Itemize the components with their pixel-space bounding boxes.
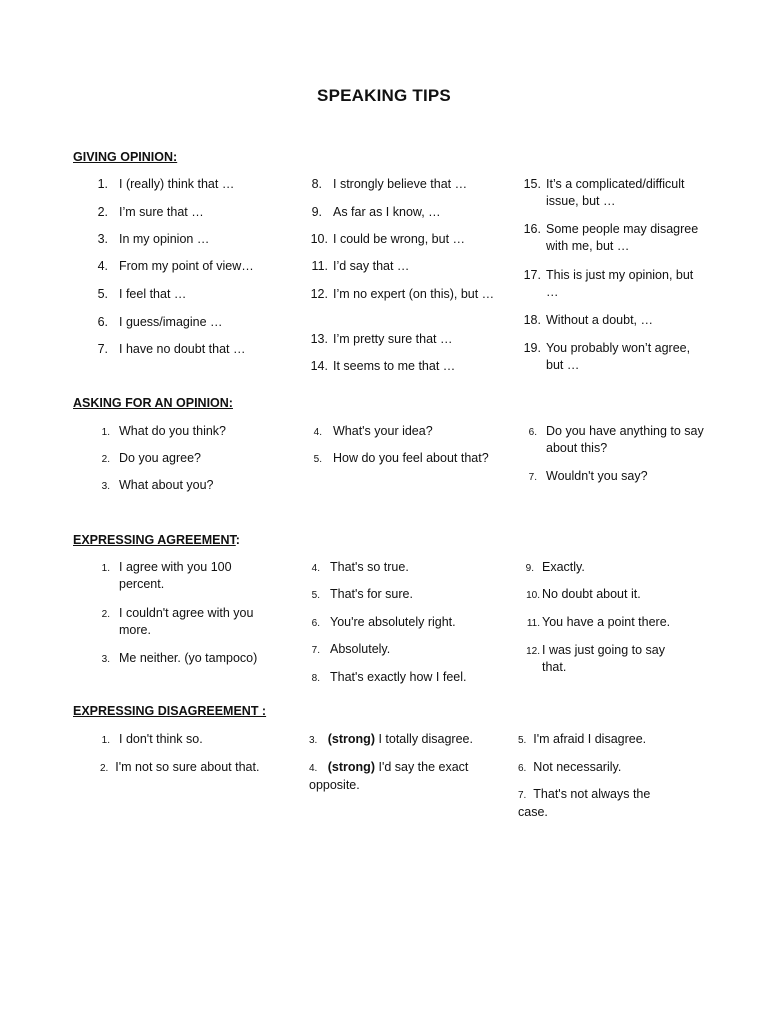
list-item: 15. It’s a complicated/difficult issue, but …	[523, 177, 685, 208]
list-item: 19. You probably won’t agree, but …	[523, 341, 691, 372]
list-item: 12. I was just going to say that.	[526, 643, 665, 674]
section-heading-asking-opinion: ASKING FOR AN OPINION:	[73, 396, 233, 410]
section-heading-giving-opinion: GIVING OPINION:	[73, 150, 178, 164]
list-item: 17. This is just my opinion, but …	[523, 268, 694, 299]
list-item: 16. Some people may disagree with me, but …	[523, 222, 699, 253]
page-title: SPEAKING TIPS	[317, 86, 451, 105]
section-heading-agreement: EXPRESSING AGREEMENT:	[73, 533, 240, 547]
list-item: 2. I couldn't agree with you more.	[101, 606, 254, 637]
list-item: 12. I’m no expert (on this), but …	[310, 287, 495, 301]
section-heading-disagreement: EXPRESSING DISAGREEMENT :	[73, 704, 267, 718]
document-page: SPEAKING TIPS GIVING OPINION: 1. I (really) think that … 2. I’m sure that … 3. In my opinion … 4. From my point of view… 5. I feel that … 6. I guess/imagine … 7. I have no doubt that … 8. I strongly believe that … 9. As far as I know, … 10. I could be wrong, but … 11. I’d say that … 12. I’m no expert (on this), but … 13. I’m pretty sure that … 14. It seems to me that … 15. It’s a complicated/difficult issue, but … 16. Some people may disagree with me, but … 17. This is just my opinion, but … 18. Without a doubt, … 19. You probably won’t agree, but … ASKING FOR AN OPINION: 1. What do you think? 2. Do you agree? 3. What about you? 4. What's your idea? 5. How do you feel about that? 6. Do you have anything to say about this? 7. Wouldn't you say? EXPRESSING AGREEMENT: 1. I agree with you 100 percent. 2. I couldn't agree with you more. 3. Me neither. (yo tampoco) 4. That's so true. 5. That's for sure. 6. You're absolutely right. 7. Absolutely. 8. That's exactly how I feel. 9. Exactly. 10. No doubt about it. 11. You have a point there. 12. I was just going to say that. EXPRESSING DISAGREEMENT : 1. I don't think so. 2. I'm not so sure about that. 3. (strong) I totally disagree. 4. (strong) I'd say the exact opposite. 5. I'm afraid I disagree. 6. Not necessarily. 7. That's not always the case.	[0, 0, 768, 1024]
list-item: 6. Do you have anything to say about this?	[528, 424, 704, 455]
list-item: 1. I agree with you 100 percent.	[101, 560, 232, 591]
